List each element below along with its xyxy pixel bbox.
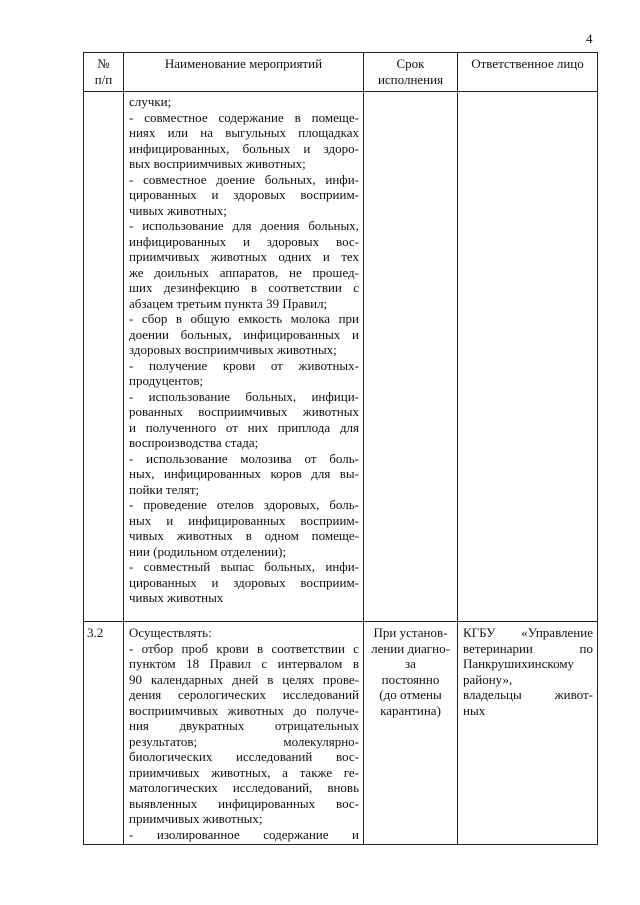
text-line: инфицированных, больных и здоро- bbox=[129, 140, 359, 156]
header-number-line: № bbox=[97, 56, 110, 71]
row-term bbox=[364, 92, 458, 622]
text-line: доении больных, инфицированных и bbox=[129, 326, 359, 342]
measures-table bbox=[83, 52, 598, 845]
text-line: - совместный выпас больных, инфи- bbox=[129, 559, 359, 574]
text-line: - совместное доение больных, инфи- bbox=[129, 171, 359, 187]
text-line: чивых животных; bbox=[129, 202, 227, 218]
text-line: рованных восприимчивых животных bbox=[129, 404, 359, 419]
text-line: же доильных аппаратов, не прошед- bbox=[129, 264, 359, 280]
text-line: цированных и здоровых восприим- bbox=[129, 187, 359, 202]
text-line: 90 календарных дней в целях прове- bbox=[129, 671, 359, 687]
text-line: Панкрушихинскому bbox=[463, 656, 575, 671]
header-term-line: Срок bbox=[396, 56, 425, 71]
text-line: приимчивых животных; bbox=[129, 811, 263, 826]
text-line: и полученного от них приплода для bbox=[129, 419, 359, 435]
header-responsible bbox=[458, 53, 598, 92]
text-line: абзацем третьим пункта 39 Правил; bbox=[129, 295, 328, 311]
text-line: - отбор проб крови в соответствии с bbox=[129, 640, 359, 656]
text-line: владельцы живот- bbox=[463, 687, 593, 702]
header-name-label: Наименование мероприятий bbox=[164, 56, 323, 71]
text-line: чивых животных bbox=[129, 590, 224, 605]
text-line: за bbox=[405, 656, 416, 671]
text-line: матологических исследований, вновь bbox=[129, 780, 359, 795]
text-line: карантина) bbox=[380, 702, 441, 718]
text-line: восприимчивых животных до получе- bbox=[129, 702, 359, 718]
text-line: случки; bbox=[129, 94, 172, 109]
table-header-row bbox=[84, 53, 598, 92]
text-line: (до отмены bbox=[379, 687, 442, 702]
text-line: выявленных инфицированных вос- bbox=[129, 795, 359, 811]
row-number: 3.2 bbox=[84, 622, 124, 845]
row-number bbox=[84, 92, 124, 622]
text-line: - сбор в общую емкость молока при bbox=[129, 311, 359, 326]
text-line: району», bbox=[463, 671, 513, 687]
page-number: 4 bbox=[586, 31, 593, 46]
text-line: Осуществлять: bbox=[129, 625, 212, 640]
text-line: постоянно bbox=[381, 671, 440, 687]
text-line: - получение крови от животных- bbox=[129, 357, 359, 373]
text-line: ных, инфицированных коров для вы- bbox=[129, 466, 359, 481]
text-line: продуцентов; bbox=[129, 373, 204, 388]
text-line: - использование молозива от боль- bbox=[129, 450, 359, 466]
text-line: приимчивых животных одних и тех bbox=[129, 249, 359, 264]
text-line: результатов; молекулярно- bbox=[129, 733, 359, 749]
text-line: чивых животных в одном помеще- bbox=[129, 528, 359, 543]
header-responsible-label: Ответственное лицо bbox=[471, 56, 584, 71]
row-responsible bbox=[458, 622, 598, 845]
text-line: воспроизводства стада; bbox=[129, 435, 259, 450]
text-line: ветеринарии по bbox=[463, 640, 593, 656]
text-line: вых восприимчивых животных; bbox=[129, 156, 306, 171]
text-line: ния двукратных отрицательных bbox=[129, 718, 359, 733]
text-line: нии (родильном отделении); bbox=[129, 543, 287, 559]
text-line: дения серологических исследований bbox=[129, 687, 359, 702]
text-line: - совместное содержание в помеще- bbox=[129, 109, 359, 125]
text-line: - проведение отелов здоровых, боль- bbox=[129, 497, 359, 512]
text-line: ных и инфицированных восприим- bbox=[129, 512, 359, 528]
header-term-line: исполнения bbox=[377, 71, 444, 87]
text-line: - использование для доения больных, bbox=[129, 218, 359, 233]
text-line: - использование больных, инфици- bbox=[129, 388, 359, 404]
header-name bbox=[124, 53, 364, 92]
table-row bbox=[84, 622, 598, 845]
text-line: ниях или на выгульных площадках bbox=[129, 125, 359, 140]
row-measures bbox=[124, 622, 364, 845]
text-line: биологических исследований вос- bbox=[129, 749, 359, 764]
text-line: ных bbox=[463, 702, 486, 718]
row-responsible bbox=[458, 92, 598, 622]
text-line: ших дезинфекцию в соответствии с bbox=[129, 280, 359, 295]
table-row bbox=[84, 92, 598, 622]
text-line: пойки телят; bbox=[129, 481, 200, 497]
header-term bbox=[364, 53, 458, 92]
text-line: цированных и здоровых восприим- bbox=[129, 574, 359, 590]
row-term bbox=[364, 622, 458, 845]
text-line: здоровых восприимчивых животных; bbox=[129, 342, 337, 357]
text-line: приимчивых животных, а также ге- bbox=[129, 764, 359, 780]
text-line: пунктом 18 Правил с интервалом в bbox=[129, 656, 359, 671]
text-line: инфицированных и здоровых вос- bbox=[129, 233, 359, 249]
header-number bbox=[84, 53, 124, 92]
text-line: лении диагно- bbox=[371, 640, 450, 656]
header-number-line: п/п bbox=[94, 71, 113, 87]
text-line: - изолированное содержание и bbox=[129, 826, 359, 842]
text-line: При установ- bbox=[373, 625, 448, 640]
row-measures bbox=[124, 92, 364, 622]
text-line: КГБУ «Управление bbox=[463, 625, 593, 640]
